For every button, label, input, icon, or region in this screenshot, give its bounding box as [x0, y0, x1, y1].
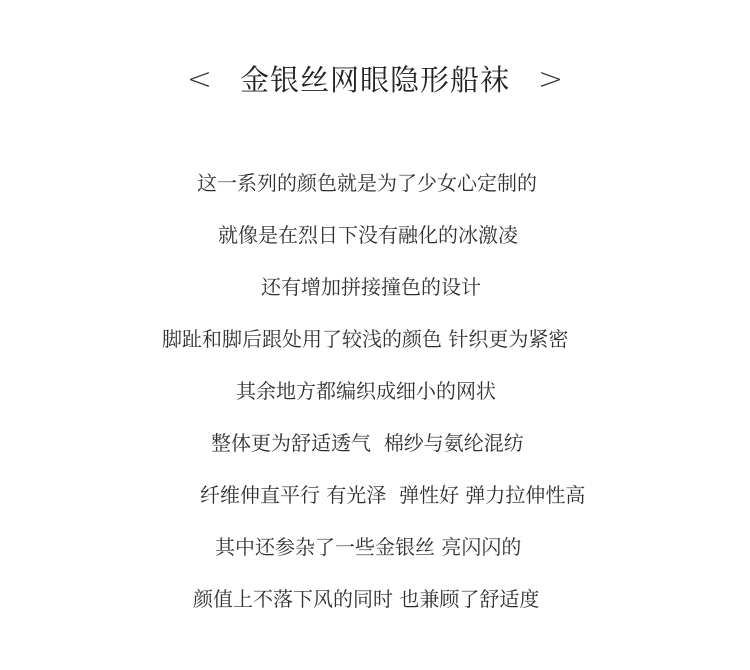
description-line: 这一系列的颜色就是为了少女心定制的: [197, 171, 537, 195]
product-title: 金银丝网眼隐形船袜: [239, 63, 510, 97]
description-line: 整体更为舒适透气 棉纱与氨纶混纺: [211, 431, 524, 455]
description-line: 颜值上不落下风的同时 也兼顾了舒适度: [193, 587, 540, 611]
description-line: 脚趾和脚后跟处用了较浅的颜色 针织更为紧密: [162, 327, 569, 351]
chevron-right-icon[interactable]: >: [538, 62, 564, 97]
product-header: [0, 58, 750, 102]
description-line: 还有增加拼接撞色的设计: [261, 275, 481, 299]
description-line: 纤维伸直平行 有光泽 弹性好 弹力拉伸性高: [200, 483, 586, 507]
chevron-left-icon[interactable]: <: [186, 62, 212, 97]
description-line: 就像是在烈日下没有融化的冰激凌: [218, 223, 518, 247]
description-line: 其中还参杂了一些金银丝 亮闪闪的: [215, 535, 522, 559]
description-line: 其余地方都编织成细小的网状: [236, 379, 496, 403]
